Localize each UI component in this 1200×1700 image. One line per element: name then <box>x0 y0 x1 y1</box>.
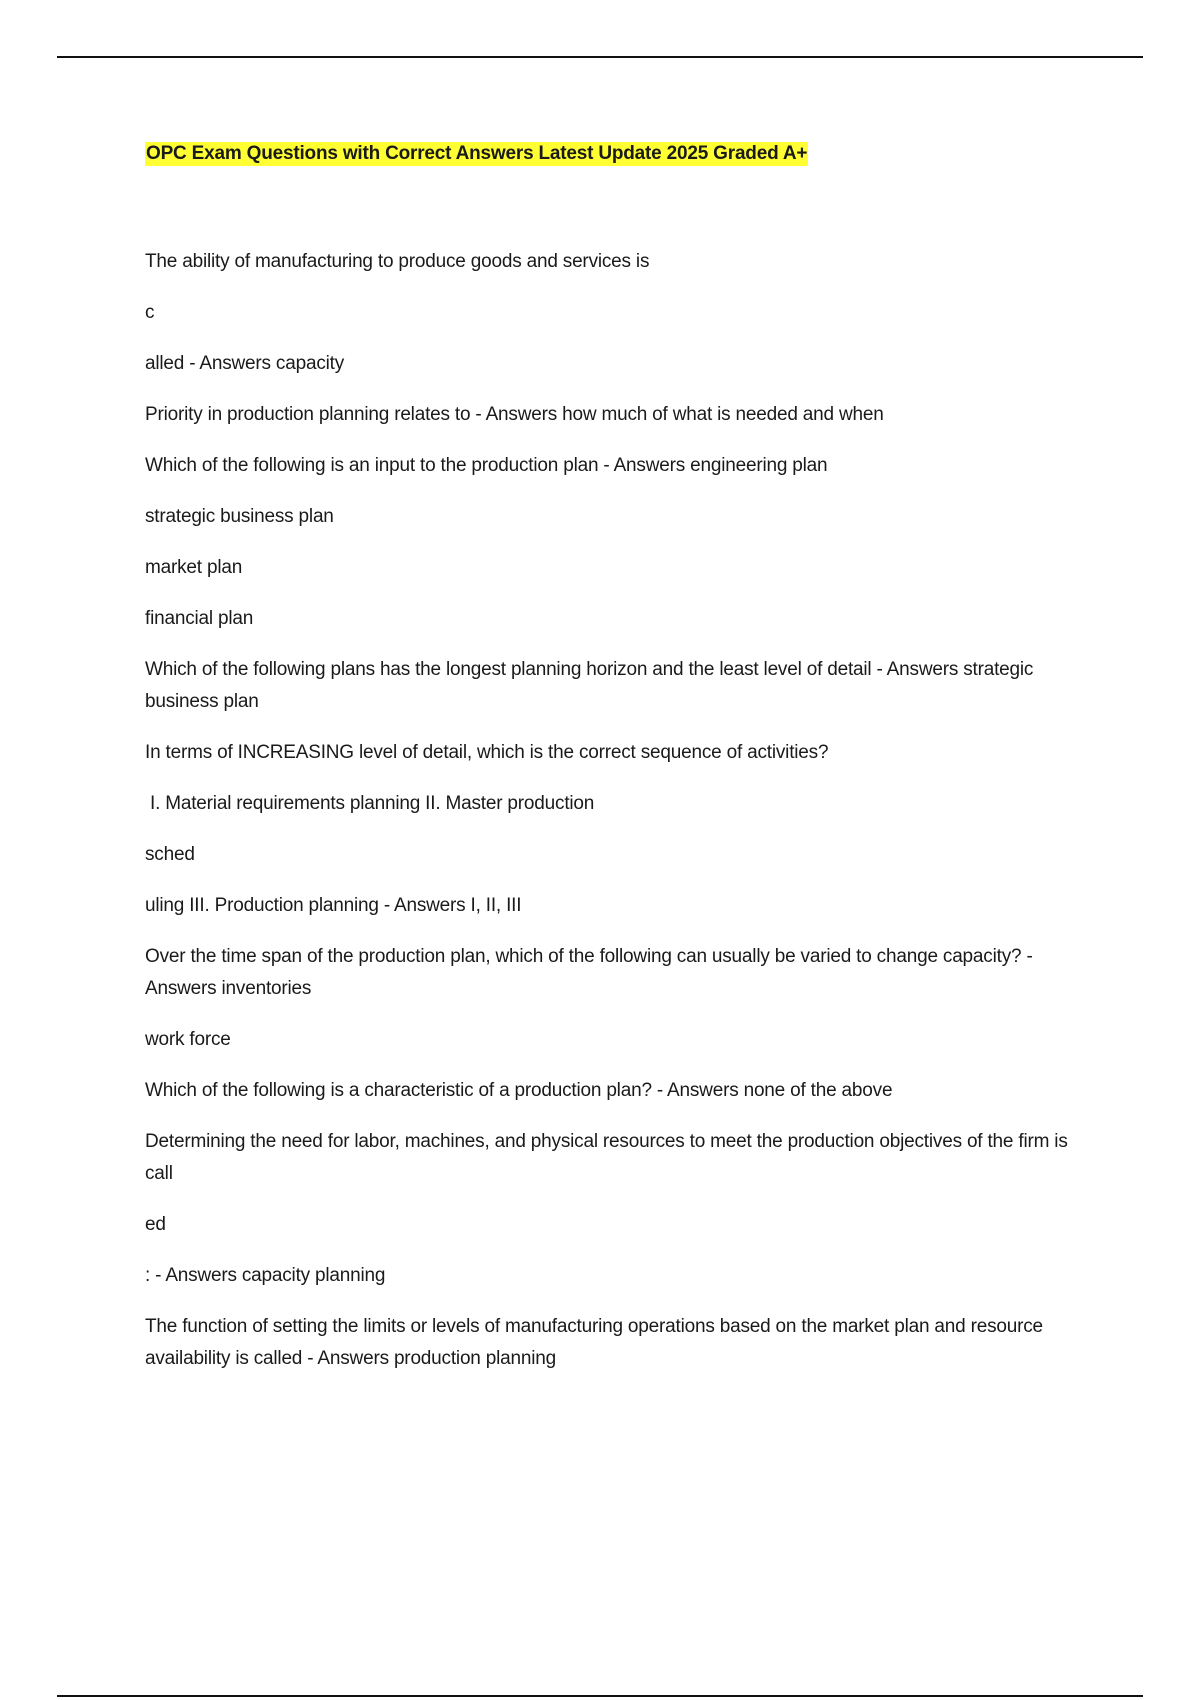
paragraph: I. Material requirements planning II. Master production <box>150 793 595 814</box>
question-list <box>145 246 1085 1375</box>
document-body <box>145 142 1085 1394</box>
document-title: OPC Exam Questions with Correct Answers Latest Update 2025 Graded A+ <box>146 143 808 164</box>
paragraph: uling III. Production planning - Answers I, II, III <box>145 895 522 916</box>
paragraph: Determining the need for labor, machines, and physical resources to meet the production objectives of the firm is call <box>145 1131 1068 1184</box>
paragraph: alled - Answers capacity <box>145 353 345 374</box>
paragraph: Priority in production planning relates to - Answers how much of what is needed and when <box>145 404 884 425</box>
paragraph: The function of setting the limits or levels of manufacturing operations based on the market plan and resource availability is called - Answers production planning <box>145 1316 1043 1369</box>
paragraph: strategic business plan <box>145 506 334 527</box>
paragraph: market plan <box>145 557 243 578</box>
paragraph: ed <box>145 1214 166 1235</box>
paragraph: Which of the following is an input to the production plan - Answers engineering plan <box>145 455 828 476</box>
paragraph: sched <box>145 844 195 865</box>
bottom-rule <box>57 1695 1143 1697</box>
paragraph: : - Answers capacity planning <box>145 1265 386 1286</box>
paragraph: financial plan <box>145 608 254 629</box>
paragraph: work force <box>145 1029 231 1050</box>
paragraph: c <box>145 302 155 323</box>
paragraph: The ability of manufacturing to produce goods and services is <box>145 251 650 272</box>
paragraph: In terms of INCREASING level of detail, which is the correct sequence of activities? <box>145 742 829 763</box>
top-rule <box>57 56 1143 58</box>
paragraph: Over the time span of the production plan, which of the following can usually be varied to change capacity? - Answers inventories <box>145 946 1033 999</box>
paragraph: Which of the following is a characteristic of a production plan? - Answers none of the above <box>145 1080 893 1101</box>
paragraph: Which of the following plans has the longest planning horizon and the least level of detail - Answers strategic business plan <box>145 659 1034 712</box>
